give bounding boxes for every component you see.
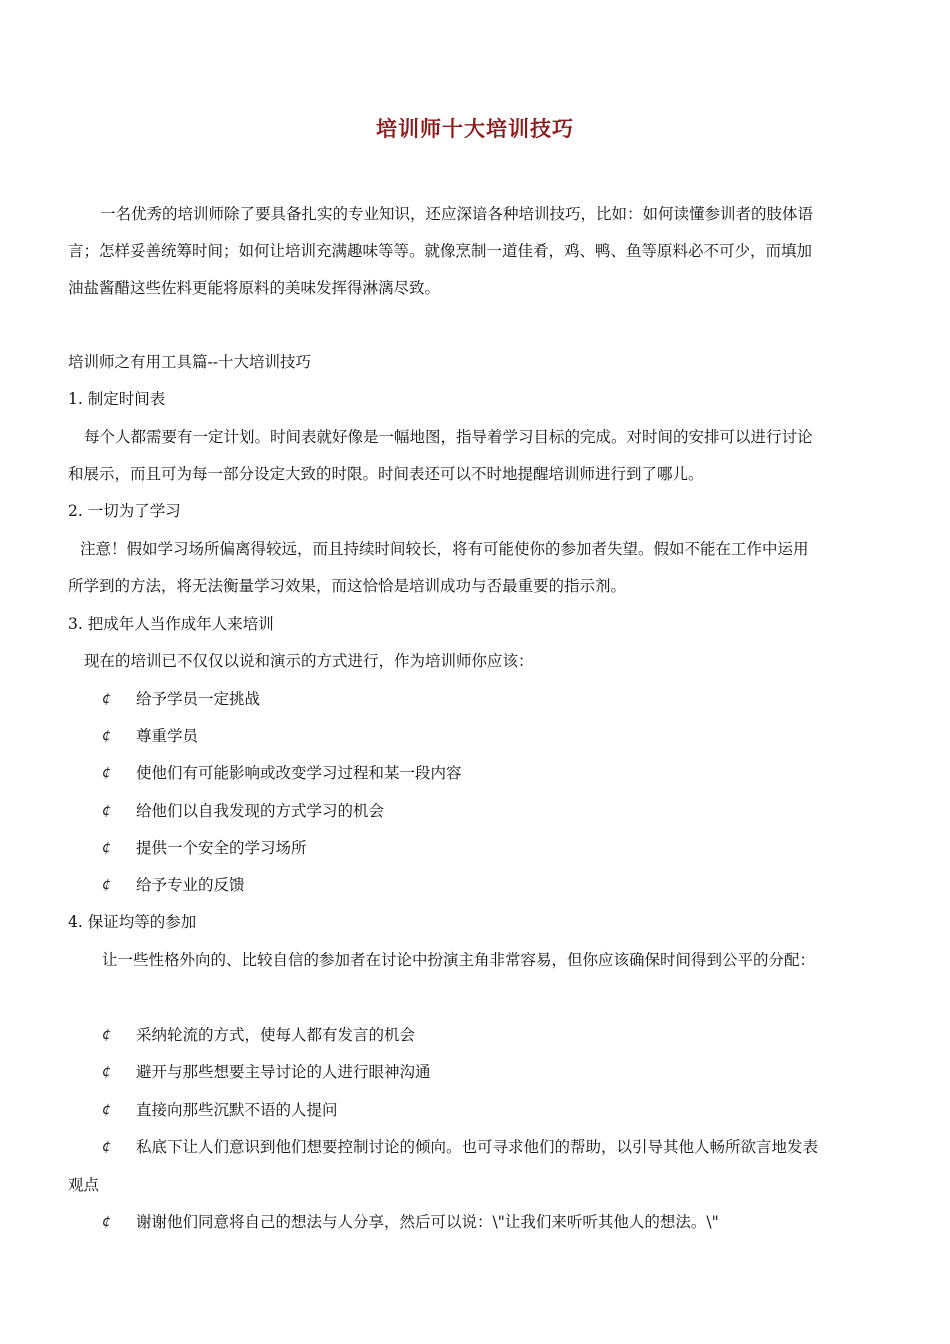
- bullet-continuation: 观点: [68, 1176, 100, 1194]
- bullet-icon: ¢: [102, 728, 111, 744]
- bullet-icon: ¢: [102, 1139, 111, 1155]
- item-2-line-1: 注意！假如学习场所偏离得较远，而且持续时间较长，将有可能使你的参加者失望。假如不能在工作中运用: [80, 540, 809, 558]
- bullet-icon: ¢: [102, 877, 111, 893]
- bullet-icon: ¢: [102, 691, 111, 707]
- bullet-icon: ¢: [102, 1214, 111, 1230]
- bullet-text: 避开与那些想要主导讨论的人进行眼神沟通: [136, 1063, 431, 1081]
- document-title: 培训师十大培训技巧: [376, 116, 574, 141]
- item-4-heading: 4. 保证均等的参加: [68, 913, 197, 931]
- bullet-text: 给予学员一定挑战: [136, 690, 261, 708]
- item-2-line-2: 所学到的方法，将无法衡量学习效果，而这恰恰是培训成功与否最重要的指示剂。: [68, 577, 627, 595]
- bullet-icon: ¢: [102, 1027, 111, 1043]
- item-4-line-1: 让一些性格外向的、比较自信的参加者在讨论中扮演主角非常容易，但你应该确保时间得到公平的分配：: [102, 951, 816, 969]
- item-1-line-2: 和展示，而且可为每一部分设定大致的时限。时间表还可以不时地提醒培训师进行到了哪儿。: [68, 465, 704, 483]
- section-heading: 培训师之有用工具篇--十大培训技巧: [68, 353, 311, 371]
- bullet-icon: ¢: [102, 1102, 111, 1118]
- bullet-text: 私底下让人们意识到他们想要控制讨论的倾向。也可寻求他们的帮助，以引导其他人畅所欲言地发表: [136, 1138, 819, 1156]
- bullet-text: 给他们以自我发现的方式学习的机会: [136, 802, 385, 820]
- intro-line-1: 一名优秀的培训师除了要具备扎实的专业知识，还应深谙各种培训技巧，比如：如何读懂参训者的肢体语: [100, 205, 814, 223]
- bullet-text: 使他们有可能影响或改变学习过程和某一段内容: [136, 764, 462, 782]
- bullet-icon: ¢: [102, 765, 111, 781]
- item-3-heading: 3. 把成年人当作成年人来培训: [68, 615, 274, 633]
- intro-line-3: 油盐酱醋这些佐料更能将原料的美味发挥得淋漓尽致。: [68, 279, 441, 297]
- bullet-icon: ¢: [102, 803, 111, 819]
- bullet-icon: ¢: [102, 1064, 111, 1080]
- bullet-text: 尊重学员: [136, 727, 199, 745]
- bullet-text: 给予专业的反馈: [136, 876, 245, 894]
- bullet-text: 直接向那些沉默不语的人提问: [136, 1101, 338, 1119]
- bullet-text: 提供一个安全的学习场所: [136, 839, 307, 857]
- item-1-line-1: 每个人都需要有一定计划。时间表就好像是一幅地图，指导着学习目标的完成。对时间的安排可以进行讨论: [84, 428, 813, 446]
- bullet-icon: ¢: [102, 840, 111, 856]
- intro-line-2: 言；怎样妥善统筹时间；如何让培训充满趣味等等。就像烹制一道佳肴，鸡、鸭、鱼等原料必不可少，而填加: [68, 242, 813, 260]
- item-3-line-1: 现在的培训已不仅仅以说和演示的方式进行，作为培训师你应该：: [84, 652, 534, 670]
- bullet-text: 采纳轮流的方式，使每人都有发言的机会: [136, 1026, 416, 1044]
- bullet-text: 谢谢他们同意将自己的想法与人分享，然后可以说：\"让我们来听听其他人的想法。\": [136, 1213, 719, 1231]
- item-2-heading: 2. 一切为了学习: [68, 502, 181, 520]
- item-1-heading: 1. 制定时间表: [68, 390, 166, 408]
